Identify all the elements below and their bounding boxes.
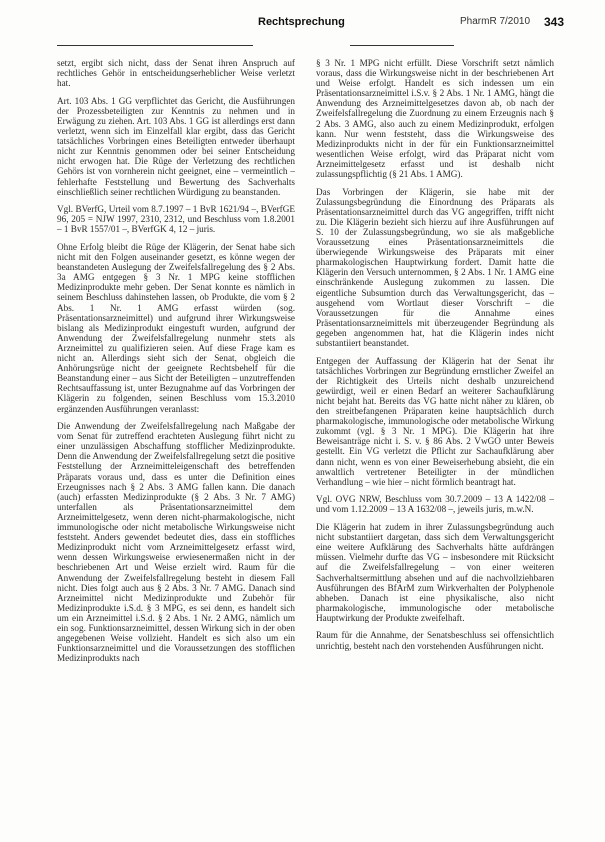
- paragraph: Die Klägerin hat zudem in ihrer Zulassungsbegründung auch nicht substantiiert dargetan, dass sich dem Verwaltungsgericht eine weitere Aufklärung des Sachverhalts hätte aufdrängen müssen. Vielmehr durfte das VG – insbesondere mit Rücksicht auf die Zweifelsfallregelung – von einer weiteren Sachverhaltsermittlung absehen und auf die nachvollziehbaren Ausführungen des BfArM zum Wirkverhalten der Polyphenole abheben. Danach ist eine physikalische, also nicht pharmakologische, immunologische oder metabolische Hauptwirkung der Produkte zweifelhaft.: [316, 522, 554, 623]
- right-column: [316, 58, 554, 658]
- paragraph: Raum für die Annahme, der Senatsbeschluss sei offensichtlich unrichtig, besteht nach den vorstehenden Ausführungen nicht.: [316, 630, 554, 651]
- left-column: [57, 58, 295, 671]
- journal-reference: PharmR 7/2010: [460, 16, 531, 27]
- paragraph: Ohne Erfolg bleibt die Rüge der Klägerin, der Senat habe sich nicht mit den Folgen auseinander gesetzt, es könne wegen der beanstandeten Auslegung der Zweifelsfallregelung des § 2 Abs. 3a AMG entgegen § 3 Nr. 1 MPG keine stofflichen Medizinprodukte mehr geben. Der Senat konnte es nämlich in seinem Beschluss dahinstehen lassen, ob Produkte, die vom § 2 Abs. 1 Nr. 1 AMG erfasst würden (sog. Präsentationsarzneimittel) und aufgrund ihrer Wirkungsweise bislang als Medizinprodukt eingestuft wurden, aufgrund der Anwendung der Zweifelsfallregelung nunmehr stets als Arzneimittel zu qualifizieren seien. Auf diese Frage kam es nicht an. Allerdings sieht sich der Senat, obgleich die Anhörungsrüge nicht der geeignete Rechtsbehelf für die Beanstandung einer – aus Sicht der Beteiligten – unzutreffenden Rechtsauffassung ist, unter Bezugnahme auf das Vorbringen der Klägerin zu folgenden, seinen Beschluss vom 15.3.2010 ergänzenden Ausführungen veranlasst:: [57, 242, 295, 414]
- citation-paragraph: Vgl. OVG NRW, Beschluss vom 30.7.2009 – 13 A 1422/08 – und vom 1.12.2009 – 13 A 1632/08 –, jeweils juris, m.w.N.: [316, 494, 554, 515]
- paragraph: Das Vorbringen der Klägerin, sie habe mit der Zulassungsbegründung die Einordnung des Präparats als Präsentationsarzneimittel durch das VG angegriffen, trifft nicht zu. Die Klägerin bezieht sich hierzu auf ihre Ausführungen auf S. 10 der Zulassungsbegründung, wo sie als maßgebliche Voraussetzung eines Präsentationsarzneimittels die überwiegende Wirkungsweise des Präparats mit einer pharmakologischen Hauptwirkung fordert. Damit hatte die Klägerin den Versuch unternommen, § 2 Abs. 1 Nr. 1 AMG eine einschränkende Auslegung zukommen zu lassen. Die eigentliche Subsumtion durch das Verwaltungsgericht, das – ausgehend vom Wortlaut dieser Vorschrift – die Voraussetzungen für die Annahme eines Präsentationsarzneimittels mit überzeugender Begründung als gegeben angenommen hat, hat die Klägerin indes nicht substantiiert beanstandet.: [316, 186, 554, 349]
- page-number: 343: [544, 15, 565, 29]
- header-rule-right: [350, 45, 454, 46]
- paragraph: § 3 Nr. 1 MPG nicht erfüllt. Diese Vorschrift setzt nämlich voraus, dass die Wirkungsweise nicht in der beschriebenen Art und Weise erfolgt. Handelt es sich indessen um ein Präsentationsarzneimittel i.S.v. § 2 Abs. 1 Nr. 1 AMG, hängt die Anwendung des Arzneimittelgesetzes davon ab, ob nach der Zweifelsfallregelung die Zuordnung zu einem Erzeugnis nach § 2 Abs. 3 AMG, also auch zu einem Medizinprodukt, erfolgen kann. Nur wenn feststeht, dass die Wirkungsweise des Medizinprodukts nicht in der für ein Funktionsarzneimittel wesentlichen Weise erfolgt, wird das Präparat nicht vom Arzneimittelgesetz erfasst und ist deshalb nicht zulassungspflichtig (§ 21 Abs. 1 AMG).: [316, 58, 554, 180]
- citation-paragraph: Vgl. BVerfG, Urteil vom 8.7.1997 – 1 BvR 1621/94 –, BVerfGE 96, 205 = NJW 1997, 2310, 2312, und Beschluss vom 1.8.2001 – 1 BvR 1557/01 –, BVerfGK 4, 12 – juris.: [57, 204, 295, 235]
- header-rule-left: [57, 45, 253, 46]
- paragraph: setzt, ergibt sich nicht, dass der Senat ihren Anspruch auf rechtliches Gehör in entscheidungserheblicher Weise verletzt hat.: [57, 58, 295, 89]
- section-title: Rechtsprechung: [258, 16, 345, 28]
- paragraph: Die Anwendung der Zweifelsfallregelung nach Maßgabe der vom Senat für zutreffend erachteten Auslegung führt nicht zu einer unzulässigen Abschaffung stofflicher Medizinprodukte. Denn die Anwendung der Zweifelsfallregelung setzt die positive Feststellung der Arzneimitteleigenschaft des betreffenden Präparats voraus und, dass es unter die Definition eines Erzeugnisses nach § 2 Abs. 3 AMG fallen kann. Die danach (auch) erfassten Medizinprodukte (§ 2 Abs. 3 Nr. 7 AMG) unterfallen als Präsentationsarzneimittel dem Arzneimittelgesetz, wenn deren nicht-pharmakologische, nicht immunologische oder nicht metabolische Wirkungsweise nicht feststeht. Anders gewendet bedeutet dies, dass ein stoffliches Medizinprodukt nicht vom Arzneimittelgesetz erfasst wird, wenn dessen Wirkungsweise erwiesenermaßen nicht in der beschriebenen Art und Weise erzielt wird. Raum für die Anwendung der Zweifelsfallregelung besteht in diesem Fall nicht. Dies folgt auch aus § 2 Abs. 3 Nr. 7 AMG. Danach sind Arzneimittel nicht Medizinprodukte und Zubehör für Medizinprodukte i.S.d. § 3 MPG, es sei denn, es handelt sich um ein Arzneimittel i.S.d. § 2 Abs. 1 Nr. 2 AMG, nämlich um ein sog. Funktionsarzneimittel, dessen Wirkung sich in der oben angegebenen Weise vollzieht. Handelt es sich also um ein Funktionsarzneimittel und die Voraussetzungen des stofflichen Medizinprodukts nach: [57, 421, 295, 664]
- paragraph: Art. 103 Abs. 1 GG verpflichtet das Gericht, die Ausführungen der Prozessbeteiligten zur Kenntnis zu nehmen und in Erwägung zu ziehen. Art. 103 Abs. 1 GG ist allerdings erst dann verletzt, wenn sich im Einzelfall klar ergibt, dass das Gericht tatsächliches Vorbringen eines Beteiligten entweder überhaupt nicht zur Kenntnis genommen oder bei seiner Entscheidung nicht erwogen hat. Die Rüge der Verletzung des rechtlichen Gehörs ist von vornherein nicht geeignet, eine – vermeintlich – fehlerhafte Feststellung und Bewertung des Sachverhalts einschließlich seiner rechtlichen Würdigung zu beanstanden.: [57, 95, 295, 197]
- paragraph: Entgegen der Auffassung der Klägerin hat der Senat ihr tatsächliches Vorbringen zur Begründung ernstlicher Zweifel an der Richtigkeit des Urteils nicht deshalb unzureichend gewürdigt, weil er einen Bedarf an weiterer Sachaufklärung nicht bejaht hat. Bereits das VG hatte nicht näher zu klären, ob den streitbefangenen Präparaten keine hauptsächlich durch pharmakologische, immunologische oder metabolische Wirkung zukommt (vgl. § 3 Nr. 1 MPG). Die Klägerin hat ihre Beweisanträge nicht i. S. v. § 86 Abs. 2 VwGO unter Beweis gestellt. Ein VG verletzt die Pflicht zur Sachaufklärung aber dann nicht, wenn es von einer Beweiserhebung absieht, die ein anwaltlich vertretener Beteiligter in der mündlichen Verhandlung – wie hier – nicht förmlich beantragt hat.: [316, 355, 554, 487]
